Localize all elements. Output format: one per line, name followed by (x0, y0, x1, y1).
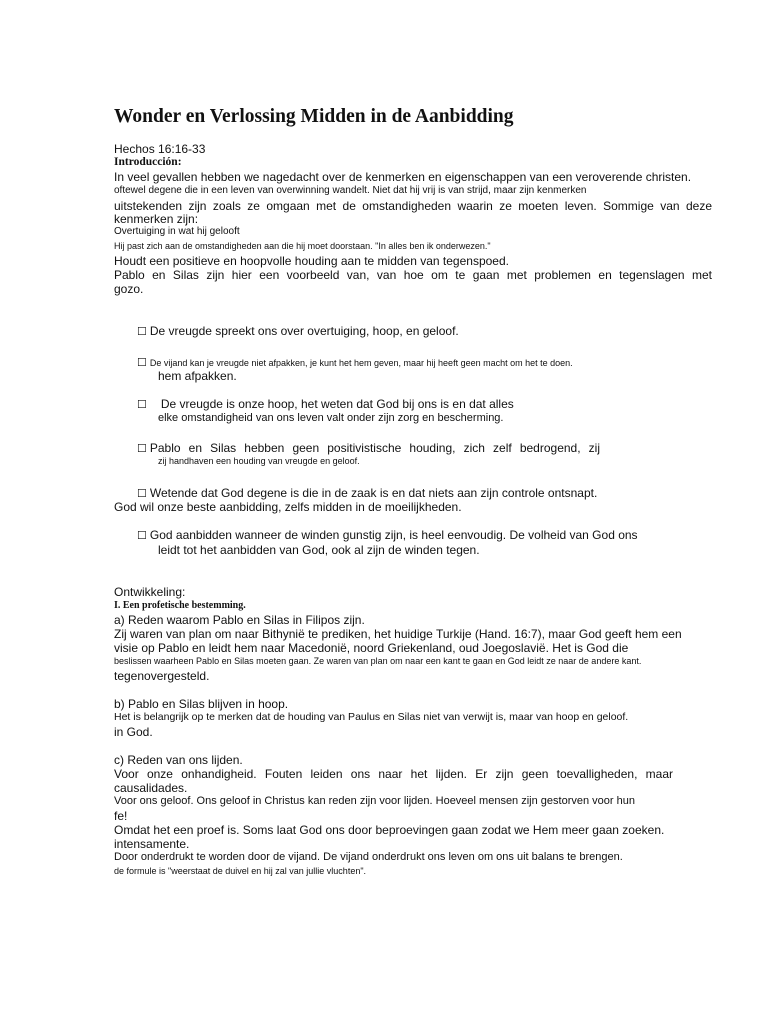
intro-line: In veel gevallen hebben we nagedacht over de kenmerken en eigenschappen van een veroverende christen. (114, 170, 692, 184)
checkbox-bullet-icon: ☐ (137, 399, 147, 411)
subsection-heading: b) Pablo en Silas blijven in hoop. (114, 697, 289, 711)
intro-line: oftewel degene die in een leven van overwinning wandelt. Niet dat hij vrij is van strijd, maar zijn kenmerken (114, 185, 587, 196)
scripture-reference: Hechos 16:16-33 (114, 142, 206, 156)
body-line: beslissen waarheen Pablo en Silas moeten gaan. Ze waren van plan om naar een kant te gaan en God leidt ze naar de andere kant. (114, 656, 642, 666)
bullet-text: De vijand kan je vreugde niet afpakken, je kunt het hem geven, maar hij heeft geen macht om het te doen. (149, 358, 573, 368)
intro-line: uitstekenden zijn zoals ze omgaan met de omstandigheden waarin ze moeten leven. Sommige van deze (114, 199, 712, 213)
body-line: in God. (114, 725, 153, 739)
intro-line: Hij past zich aan de omstandigheden aan die hij moet doorstaan. "In alles ben ik onderwezen." (114, 241, 491, 251)
body-line: a) Reden waarom Pablo en Silas in Filipos zijn. (114, 613, 365, 627)
intro-line: Houdt een positieve en hoopvolle houding aan te midden van tegenspoed. (114, 254, 509, 268)
body-line: de formule is "weerstaat de duivel en hij zal van jullie vluchten". (114, 866, 367, 876)
bullet-item (137, 356, 573, 369)
body-line: Door onderdrukt te worden door de vijand. De vijand onderdrukt ons leven om ons uit balans te brengen. (114, 851, 623, 863)
checkbox-bullet-icon: ☐ (137, 357, 147, 369)
document-title: Wonder en Verlossing Midden in de Aanbidding (114, 106, 514, 127)
body-line: tegenovergesteld. (114, 669, 210, 683)
intro-line: Overtuiging in wat hij gelooft (114, 226, 240, 237)
checkbox-bullet-icon: ☐ (137, 488, 147, 500)
body-line: God wil onze beste aanbidding, zelfs midden in de moeilijkheden. (114, 500, 462, 514)
bullet-item (137, 528, 638, 542)
bullet-text: De vreugde spreekt ons over overtuiging, hoop, en geloof. (149, 324, 459, 338)
body-line: Voor ons geloof. Ons geloof in Christus kan reden zijn voor lijden. Hoeveel mensen zijn gestorven voor hun (114, 795, 635, 807)
body-line: Omdat het een proef is. Soms laat God ons door beproevingen gaan zodat we Hem meer gaan zoeken. (114, 823, 665, 837)
intro-line: gozo. (114, 282, 144, 296)
subsection-heading: c) Reden van ons lijden. (114, 753, 243, 767)
bullet-item (137, 397, 514, 411)
checkbox-bullet-icon: ☐ (137, 443, 147, 455)
body-line: Zij waren van plan om naar Bithynië te prediken, het huidige Turkije (Hand. 16:7), maar God geeft hem een (114, 627, 682, 641)
bullet-text: Wetende dat God degene is die in de zaak is en dat niets aan zijn controle ontsnapt. (149, 486, 598, 500)
bullet-text: Pablo en Silas hebben geen positivistische houding, zich zelf bedrogend, zij (149, 441, 600, 455)
bullet-text: God aanbidden wanneer de winden gunstig zijn, is heel eenvoudig. De volheid van God ons (149, 528, 638, 542)
bullet-item (137, 486, 597, 500)
bullet-item (137, 324, 459, 338)
bullet-continuation: elke omstandigheid van ons leven valt onder zijn zorg en bescherming. (158, 412, 504, 424)
checkbox-bullet-icon: ☐ (137, 326, 147, 338)
bullet-continuation: hem afpakken. (158, 369, 237, 383)
body-line: Voor onze onhandigheid. Fouten leiden ons naar het lijden. Er zijn geen toevalligheden, maar (114, 767, 673, 781)
body-line: fe! (114, 809, 128, 823)
intro-line: Pablo en Silas zijn hier een voorbeeld van, van hoe om te gaan met problemen en tegenslagen met (114, 268, 712, 282)
checkbox-bullet-icon: ☐ (137, 530, 147, 542)
body-line: Het is belangrijk op te merken dat de houding van Paulus en Silas niet van verwijt is, maar van hoop en geloof. (114, 711, 629, 723)
section-heading: I. Een profetische bestemming. (114, 600, 246, 611)
bullet-item (137, 441, 600, 455)
bullet-continuation: zij handhaven een houding van vreugde en geloof. (158, 456, 360, 466)
body-line: causalidades. (114, 781, 188, 795)
development-heading: Ontwikkeling: (114, 585, 186, 599)
bullet-continuation: leidt tot het aanbidden van God, ook al zijn de winden tegen. (158, 543, 480, 557)
body-line: intensamente. (114, 837, 190, 851)
body-line: visie op Pablo en leidt hem naar Macedonië, noord Griekenland, oud Joegoslavië. Het is God die (114, 641, 629, 655)
bullet-text: De vreugde is onze hoop, het weten dat God bij ons is en dat alles (160, 397, 514, 411)
intro-line: kenmerken zijn: (114, 212, 199, 226)
intro-heading: Introducción: (114, 156, 182, 168)
